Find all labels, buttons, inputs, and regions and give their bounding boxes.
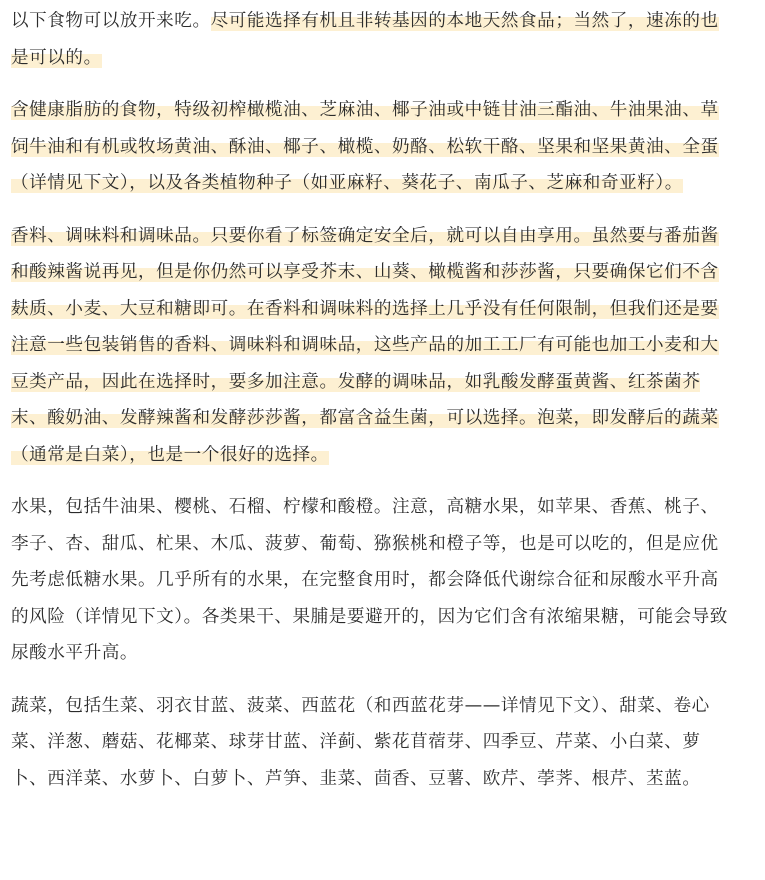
- text-highlight[interactable]: 尽可能选择有机且非转基因的本地天然食品；当然了，速冻的也是可以的。: [11, 11, 719, 68]
- text-highlight[interactable]: 香料、调味料和调味品。只要你看了标签确定安全后，就可以自由享用。虽然要与番茄酱和酸辣酱说再见，但是你仍然可以享受芥末、山葵、橄榄酱和莎莎酱，只要确保它们不含麸质、小麦、大豆和糖即可。在香料和调味料的选择上几乎没有任何限制，但我们还是要注意一些包装销售的香料、调味料和调味品，这些产品的加工工厂有可能也加工小麦和大豆类产品，因此在选择时，要多加注意。发酵的调味品，如乳酸发酵蛋黄酱、红茶菌芥末、酸奶油、发酵辣酱和发酵莎莎酱，都富含益生菌，可以选择。泡菜，即发酵后的蔬菜（通常是白菜），也是一个很好的选择。: [11, 225, 719, 465]
- text-highlight[interactable]: 含健康脂肪的食物，特级初榨橄榄油、芝麻油、椰子油或中链甘油三酯油、牛油果油、草饲牛油和有机或牧场黄油、酥油、椰子、橄榄、奶酪、松软干酪、坚果和坚果黄油、全蛋（详情见下文），以及各类植物种子（如亚麻籽、葵花子、南瓜子、芝麻和奇亚籽）。: [11, 100, 719, 193]
- paragraph-healthy-fats: [11, 92, 732, 202]
- paragraph-spices-condiments: [11, 218, 732, 474]
- paragraph-fruits: [11, 489, 732, 672]
- article-body: [0, 3, 765, 797]
- text-plain: 蔬菜，包括生菜、羽衣甘蓝、菠菜、西蓝花（和西蓝花芽——详情见下文）、甜菜、卷心菜、洋葱、蘑菇、花椰菜、球芽甘蓝、洋蓟、紫花苜蓿芽、四季豆、芹菜、小白菜、萝卜、西洋菜、水萝卜、白萝卜、芦笋、韭菜、茴香、豆薯、欧芹、荸荠、根芹、苤蓝。: [11, 695, 710, 789]
- text-plain: 以下食物可以放开来吃。: [11, 11, 211, 31]
- text-plain: 水果，包括牛油果、樱桃、石榴、柠檬和酸橙。注意，高糖水果，如苹果、香蕉、桃子、李子、杏、甜瓜、杧果、木瓜、菠萝、葡萄、猕猴桃和橙子等，也是可以吃的，但是应优先考虑低糖水果。几乎所有的水果，在完整食用时，都会降低代谢综合征和尿酸水平升高的风险（详情见下文）。各类果干、果脯是要避开的，因为它们含有浓缩果糖，可能会导致尿酸水平升高。: [11, 497, 728, 663]
- paragraph-vegetables: [11, 688, 732, 798]
- paragraph-intro: [11, 3, 732, 76]
